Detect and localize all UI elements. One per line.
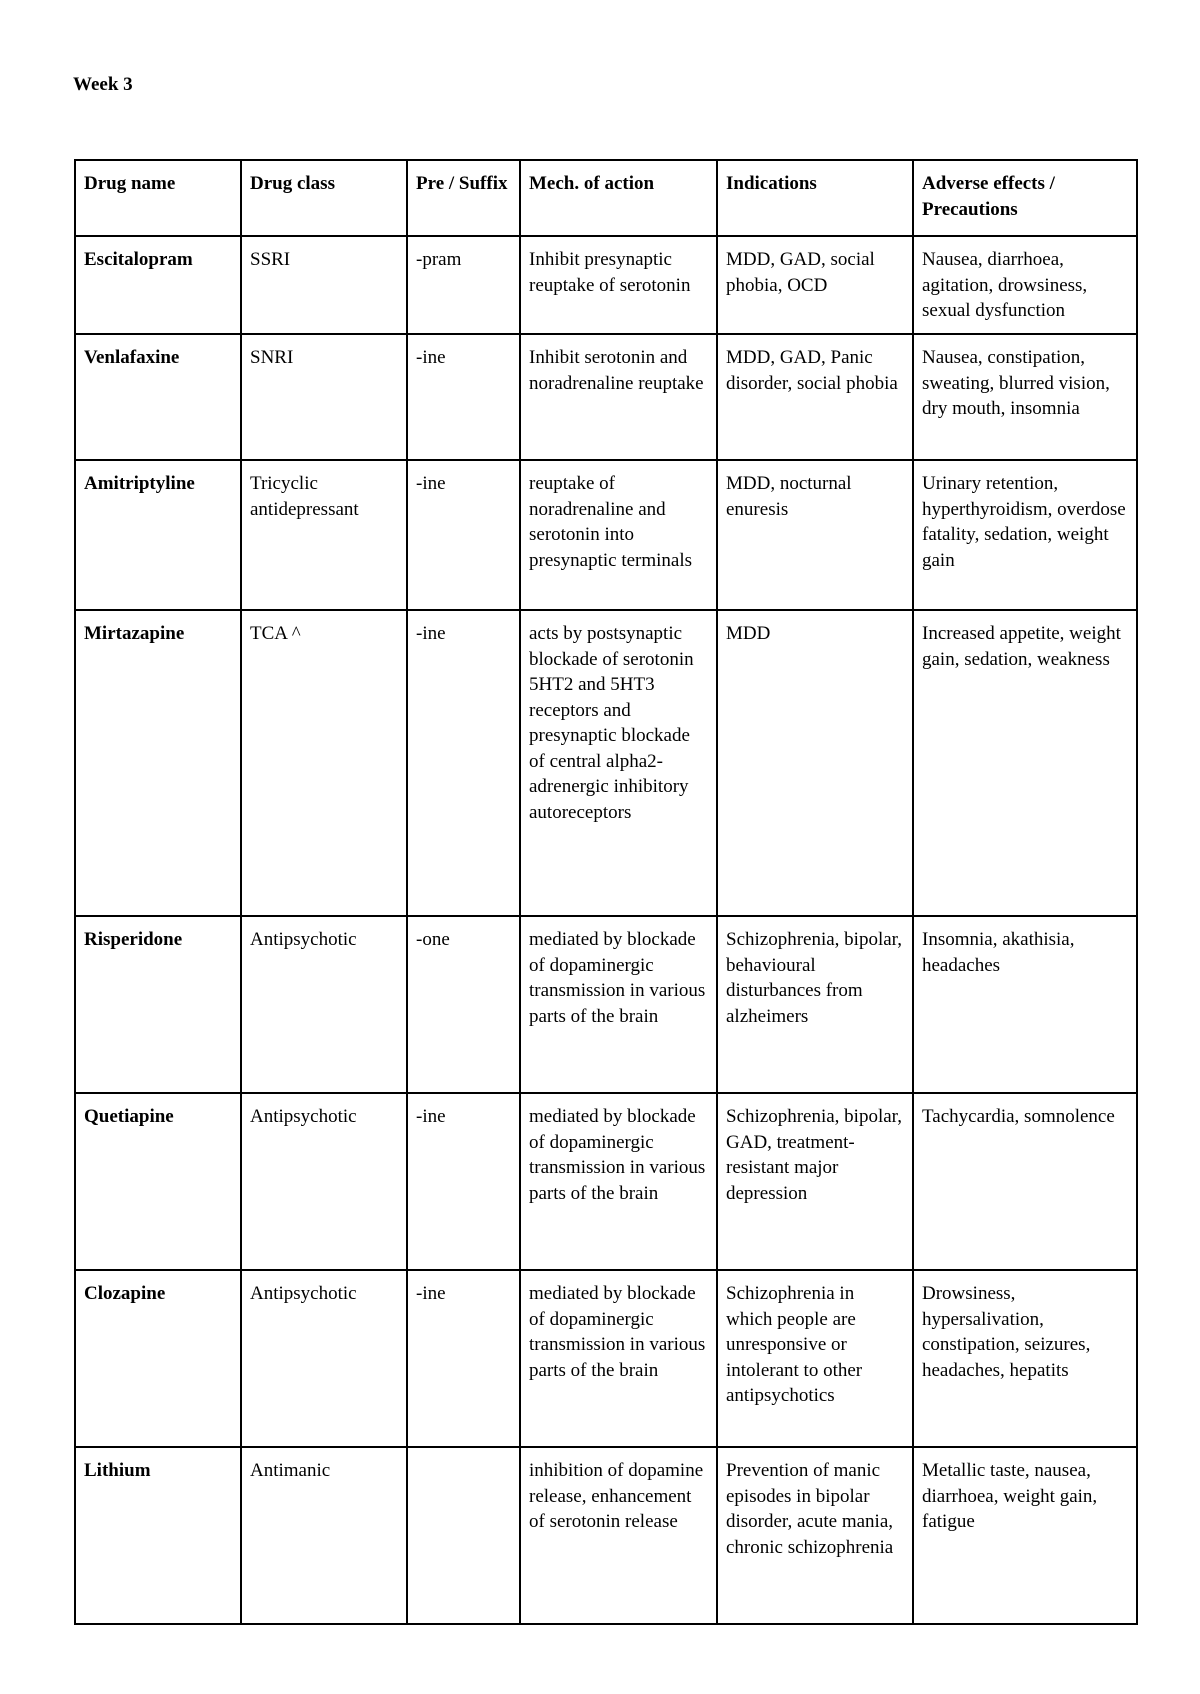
mechanism-cell: mediated by blockade of dopaminergic transmission in various parts of the brain	[520, 1093, 717, 1270]
drug-class-cell: Antipsychotic	[241, 1093, 407, 1270]
page-heading: Week 3	[73, 74, 133, 95]
header-drug-name: Drug name	[75, 160, 241, 236]
adverse-effects-cell: Increased appetite, weight gain, sedation, weakness	[913, 610, 1137, 916]
affix-cell: -ine	[407, 1270, 520, 1447]
header-adverse-effects: Adverse effects / Precautions	[913, 160, 1137, 236]
mechanism-cell: reuptake of noradrenaline and serotonin into presynaptic terminals	[520, 460, 717, 610]
header-pre-suffix: Pre / Suffix	[407, 160, 520, 236]
table-row	[75, 1270, 1137, 1447]
mechanism-cell: Inhibit serotonin and noradrenaline reuptake	[520, 334, 717, 460]
indications-cell: Schizophrenia, bipolar, GAD, treatment-resistant major depression	[717, 1093, 913, 1270]
adverse-effects-cell: Nausea, constipation, sweating, blurred vision, dry mouth, insomnia	[913, 334, 1137, 460]
table-row	[75, 1093, 1137, 1270]
mechanism-cell: acts by postsynaptic blockade of serotonin 5HT2 and 5HT3 receptors and presynaptic blockade of central alpha2-adrenergic inhibitory autoreceptors	[520, 610, 717, 916]
affix-cell: -ine	[407, 334, 520, 460]
indications-cell: MDD, nocturnal enuresis	[717, 460, 913, 610]
table-row	[75, 1447, 1137, 1624]
indications-cell: MDD, GAD, social phobia, OCD	[717, 236, 913, 334]
drug-name-cell: Lithium	[75, 1447, 241, 1624]
drug-name-cell: Amitriptyline	[75, 460, 241, 610]
table-row	[75, 460, 1137, 610]
table-header-row	[75, 160, 1137, 236]
indications-cell: MDD	[717, 610, 913, 916]
drug-name-cell: Quetiapine	[75, 1093, 241, 1270]
header-mechanism: Mech. of action	[520, 160, 717, 236]
adverse-effects-cell: Metallic taste, nausea, diarrhoea, weight gain, fatigue	[913, 1447, 1137, 1624]
table-row	[75, 236, 1137, 334]
drug-class-cell: Tricyclic antidepressant	[241, 460, 407, 610]
header-indications: Indications	[717, 160, 913, 236]
mechanism-cell: Inhibit presynaptic reuptake of serotonin	[520, 236, 717, 334]
drug-class-cell: Antipsychotic	[241, 1270, 407, 1447]
affix-cell: -ine	[407, 610, 520, 916]
affix-cell: -ine	[407, 1093, 520, 1270]
table-row	[75, 334, 1137, 460]
adverse-effects-cell: Tachycardia, somnolence	[913, 1093, 1137, 1270]
drug-name-cell: Mirtazapine	[75, 610, 241, 916]
mechanism-cell: mediated by blockade of dopaminergic transmission in various parts of the brain	[520, 1270, 717, 1447]
indications-cell: Schizophrenia, bipolar, behavioural disturbances from alzheimers	[717, 916, 913, 1093]
mechanism-cell: inhibition of dopamine release, enhancement of serotonin release	[520, 1447, 717, 1624]
affix-cell: -ine	[407, 460, 520, 610]
adverse-effects-cell: Urinary retention, hyperthyroidism, overdose fatality, sedation, weight gain	[913, 460, 1137, 610]
indications-cell: Schizophrenia in which people are unresponsive or intolerant to other antipsychotics	[717, 1270, 913, 1447]
header-drug-class: Drug class	[241, 160, 407, 236]
drug-class-cell: SSRI	[241, 236, 407, 334]
table-row	[75, 916, 1137, 1093]
affix-cell	[407, 1447, 520, 1624]
drug-name-cell: Clozapine	[75, 1270, 241, 1447]
indications-cell: MDD, GAD, Panic disorder, social phobia	[717, 334, 913, 460]
affix-cell: -pram	[407, 236, 520, 334]
drug-name-cell: Risperidone	[75, 916, 241, 1093]
drug-class-cell: TCA ^	[241, 610, 407, 916]
table-row	[75, 610, 1137, 916]
drug-name-cell: Venlafaxine	[75, 334, 241, 460]
adverse-effects-cell: Insomnia, akathisia, headaches	[913, 916, 1137, 1093]
drug-class-cell: SNRI	[241, 334, 407, 460]
drug-table	[74, 159, 1138, 1625]
mechanism-cell: mediated by blockade of dopaminergic transmission in various parts of the brain	[520, 916, 717, 1093]
adverse-effects-cell: Drowsiness, hypersalivation, constipation, seizures, headaches, hepatits	[913, 1270, 1137, 1447]
indications-cell: Prevention of manic episodes in bipolar disorder, acute mania, chronic schizophrenia	[717, 1447, 913, 1624]
affix-cell: -one	[407, 916, 520, 1093]
drug-name-cell: Escitalopram	[75, 236, 241, 334]
drug-class-cell: Antimanic	[241, 1447, 407, 1624]
drug-class-cell: Antipsychotic	[241, 916, 407, 1093]
adverse-effects-cell: Nausea, diarrhoea, agitation, drowsiness, sexual dysfunction	[913, 236, 1137, 334]
